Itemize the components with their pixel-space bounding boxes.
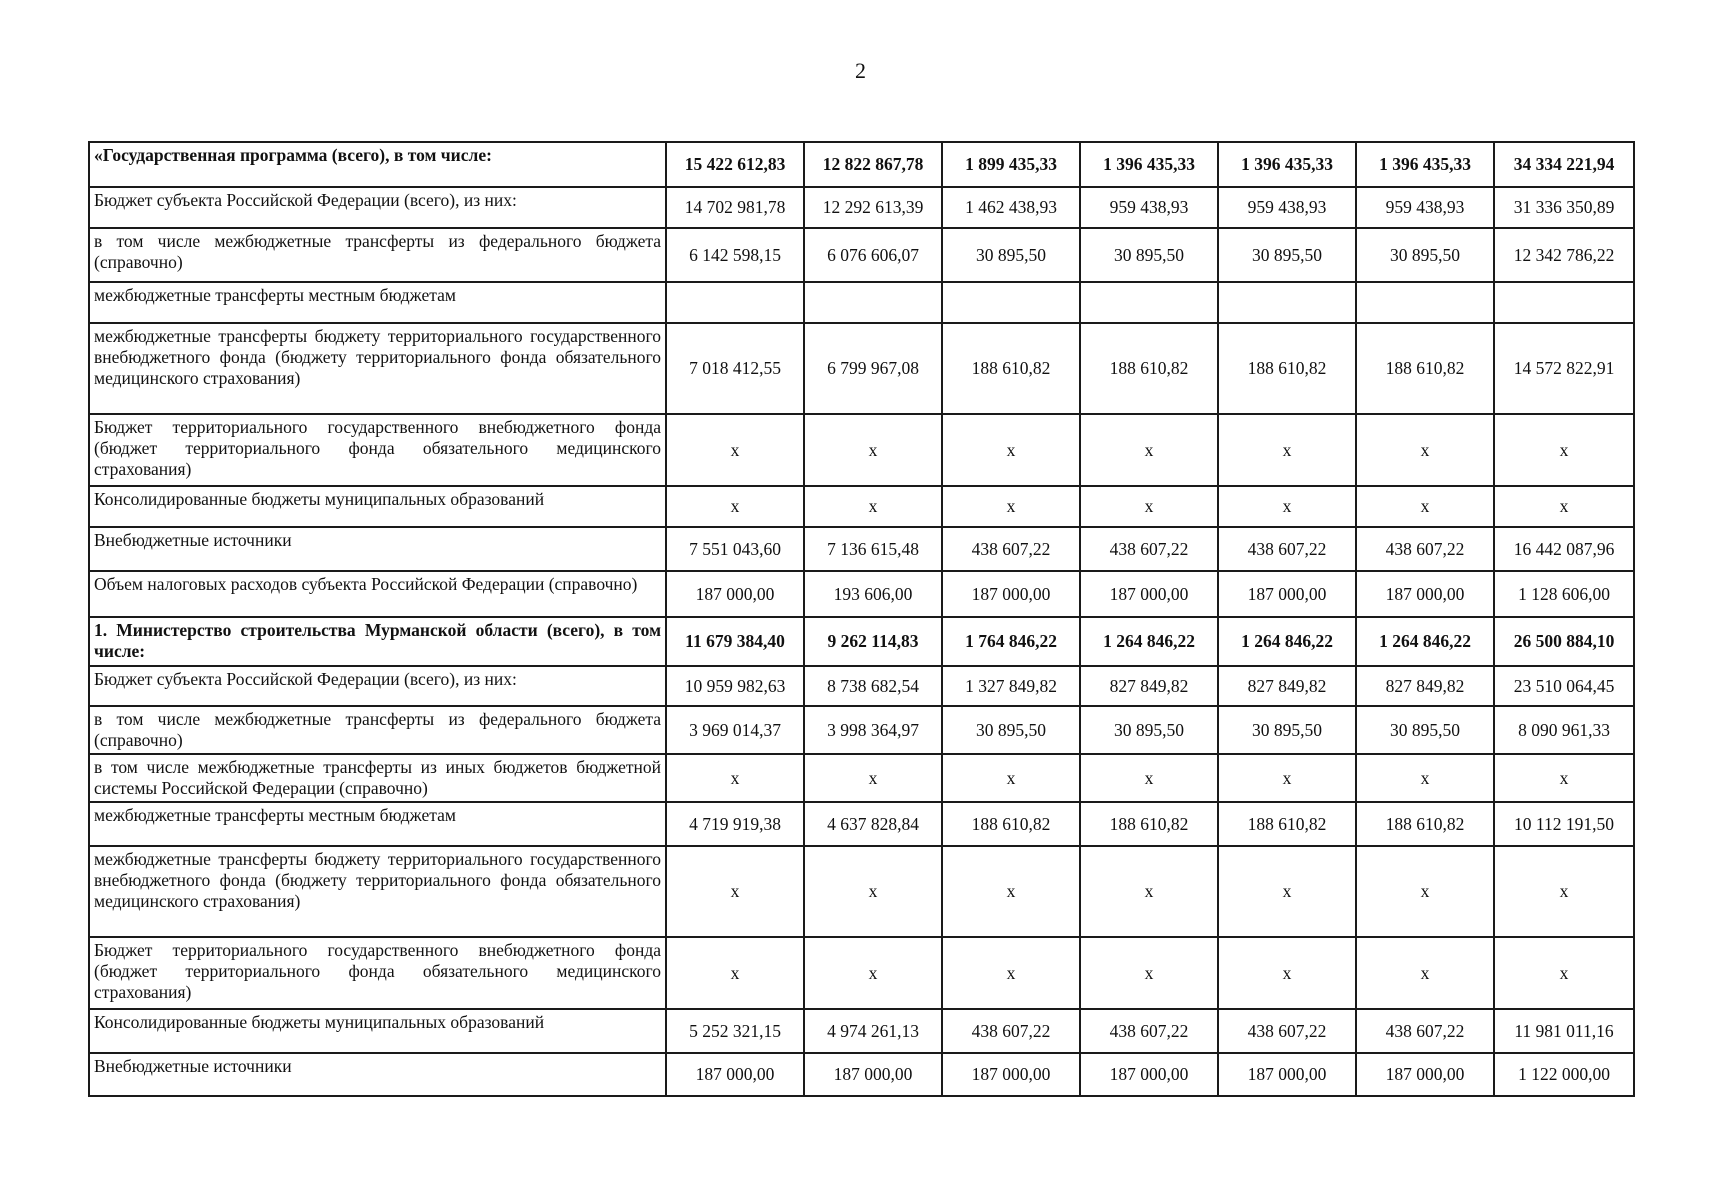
table-row [89,142,1634,187]
value-cell: х [1494,937,1634,1009]
row-label: Бюджет территориального государственного внебюджетного фонда (бюджет территориального фонда обязательного медицинского страхования) [89,937,666,1009]
value-cell [1080,282,1218,323]
table-row [89,937,1634,1009]
value-cell: 959 438,93 [1356,187,1494,228]
value-cell: 14 572 822,91 [1494,323,1634,414]
value-cell: 30 895,50 [942,706,1080,754]
value-cell: х [1218,754,1356,802]
value-cell: х [1356,937,1494,1009]
value-cell: 827 849,82 [1080,666,1218,706]
value-cell: 10 112 191,50 [1494,802,1634,846]
value-cell: 959 438,93 [1080,187,1218,228]
table-row [89,323,1634,414]
value-cell: х [1356,846,1494,937]
value-cell: 6 799 967,08 [804,323,942,414]
value-cell: 9 262 114,83 [804,617,942,666]
row-label: межбюджетные трансферты бюджету территориального государственного внебюджетного фонда (бюджету территориального фонда обязательного медицинского страхования) [89,323,666,414]
row-label: в том числе межбюджетные трансферты из федерального бюджета (справочно) [89,706,666,754]
value-cell: х [666,754,804,802]
value-cell: 15 422 612,83 [666,142,804,187]
value-cell: х [1356,754,1494,802]
value-cell: х [1218,486,1356,527]
value-cell [804,282,942,323]
value-cell: 12 292 613,39 [804,187,942,228]
value-cell: 438 607,22 [1080,527,1218,571]
value-cell: х [666,937,804,1009]
value-cell: 1 128 606,00 [1494,571,1634,617]
value-cell: 31 336 350,89 [1494,187,1634,228]
table-row [89,571,1634,617]
value-cell: 438 607,22 [1218,527,1356,571]
value-cell: 1 396 435,33 [1356,142,1494,187]
value-cell: х [942,754,1080,802]
value-cell: 4 974 261,13 [804,1009,942,1053]
value-cell: 1 396 435,33 [1218,142,1356,187]
value-cell: х [1356,414,1494,486]
row-label: Внебюджетные источники [89,1053,666,1096]
value-cell: х [1356,486,1494,527]
value-cell: 4 637 828,84 [804,802,942,846]
value-cell: 34 334 221,94 [1494,142,1634,187]
value-cell: х [1080,754,1218,802]
value-cell: 7 018 412,55 [666,323,804,414]
value-cell: 30 895,50 [1080,228,1218,282]
value-cell: х [1494,414,1634,486]
value-cell: х [1080,846,1218,937]
value-cell: 438 607,22 [942,1009,1080,1053]
value-cell: х [942,846,1080,937]
value-cell: 1 327 849,82 [942,666,1080,706]
value-cell: 30 895,50 [1080,706,1218,754]
value-cell: 959 438,93 [1218,187,1356,228]
value-cell: 187 000,00 [804,1053,942,1096]
value-cell: 30 895,50 [1218,228,1356,282]
value-cell: х [1080,937,1218,1009]
value-cell: 827 849,82 [1356,666,1494,706]
value-cell: 187 000,00 [666,571,804,617]
value-cell: 1 264 846,22 [1356,617,1494,666]
value-cell: 23 510 064,45 [1494,666,1634,706]
value-cell: х [804,486,942,527]
page-number: 2 [855,58,866,83]
table-row [89,1009,1634,1053]
table-row [89,846,1634,937]
table-row [89,228,1634,282]
value-cell [1218,282,1356,323]
value-cell: 187 000,00 [1080,571,1218,617]
row-label: в том числе межбюджетные трансферты из иных бюджетов бюджетной системы Российской Федерации (справочно) [89,754,666,802]
value-cell: 438 607,22 [942,527,1080,571]
value-cell: 187 000,00 [1218,571,1356,617]
value-cell: 187 000,00 [1218,1053,1356,1096]
value-cell: х [1218,846,1356,937]
table-row [89,187,1634,228]
value-cell: 188 610,82 [1080,323,1218,414]
value-cell: 30 895,50 [1218,706,1356,754]
value-cell: 188 610,82 [1218,323,1356,414]
value-cell: 1 122 000,00 [1494,1053,1634,1096]
value-cell: 188 610,82 [942,802,1080,846]
value-cell: х [1218,414,1356,486]
value-cell: 8 738 682,54 [804,666,942,706]
row-label: Консолидированные бюджеты муниципальных образований [89,486,666,527]
value-cell: х [804,754,942,802]
value-cell: 438 607,22 [1080,1009,1218,1053]
value-cell: 1 899 435,33 [942,142,1080,187]
table-row [89,527,1634,571]
value-cell: х [804,937,942,1009]
value-cell: 827 849,82 [1218,666,1356,706]
value-cell: 10 959 982,63 [666,666,804,706]
value-cell: 11 981 011,16 [1494,1009,1634,1053]
row-label: 1. Министерство строительства Мурманской области (всего), в том числе: [89,617,666,666]
value-cell: 1 264 846,22 [1080,617,1218,666]
value-cell: х [942,414,1080,486]
table-row [89,802,1634,846]
budget-table [88,141,1635,1097]
value-cell: х [1494,486,1634,527]
row-label: «Государственная программа (всего), в том числе: [89,142,666,187]
table-row [89,414,1634,486]
value-cell: 438 607,22 [1356,1009,1494,1053]
value-cell: 16 442 087,96 [1494,527,1634,571]
row-label: Бюджет территориального государственного внебюджетного фонда (бюджет территориального фонда обязательного медицинского страхования) [89,414,666,486]
value-cell: 6 076 606,07 [804,228,942,282]
value-cell [942,282,1080,323]
table-row [89,282,1634,323]
value-cell [1356,282,1494,323]
value-cell: х [804,846,942,937]
value-cell: 7 136 615,48 [804,527,942,571]
row-label: Внебюджетные источники [89,527,666,571]
row-label: межбюджетные трансферты местным бюджетам [89,282,666,323]
table-row [89,706,1634,754]
value-cell: 8 090 961,33 [1494,706,1634,754]
row-label: межбюджетные трансферты бюджету территориального государственного внебюджетного фонда (бюджету территориального фонда обязательного медицинского страхования) [89,846,666,937]
row-label: Бюджет субъекта Российской Федерации (всего), из них: [89,666,666,706]
value-cell: 3 969 014,37 [666,706,804,754]
value-cell: х [942,937,1080,1009]
value-cell: х [1494,754,1634,802]
value-cell: 6 142 598,15 [666,228,804,282]
value-cell [666,282,804,323]
table-row [89,754,1634,802]
value-cell: 30 895,50 [942,228,1080,282]
value-cell: 187 000,00 [942,1053,1080,1096]
value-cell: 14 702 981,78 [666,187,804,228]
table-row [89,1053,1634,1096]
value-cell: 187 000,00 [1080,1053,1218,1096]
value-cell: 7 551 043,60 [666,527,804,571]
value-cell: 188 610,82 [1356,323,1494,414]
value-cell: 11 679 384,40 [666,617,804,666]
value-cell: 187 000,00 [942,571,1080,617]
row-label: межбюджетные трансферты местным бюджетам [89,802,666,846]
value-cell: х [666,486,804,527]
table-row [89,617,1634,666]
value-cell: 438 607,22 [1356,527,1494,571]
row-label: Консолидированные бюджеты муниципальных образований [89,1009,666,1053]
value-cell: х [1494,846,1634,937]
value-cell: 4 719 919,38 [666,802,804,846]
value-cell: 188 610,82 [1356,802,1494,846]
row-label: Объем налоговых расходов субъекта Российской Федерации (справочно) [89,571,666,617]
value-cell: х [666,846,804,937]
value-cell: 3 998 364,97 [804,706,942,754]
value-cell: 12 822 867,78 [804,142,942,187]
value-cell: х [1218,937,1356,1009]
value-cell: 188 610,82 [942,323,1080,414]
value-cell: х [942,486,1080,527]
value-cell: 438 607,22 [1218,1009,1356,1053]
value-cell: 26 500 884,10 [1494,617,1634,666]
row-label: в том числе межбюджетные трансферты из федерального бюджета (справочно) [89,228,666,282]
table-row [89,486,1634,527]
value-cell: х [1080,414,1218,486]
value-cell: х [1080,486,1218,527]
value-cell: 1 264 846,22 [1218,617,1356,666]
value-cell: 5 252 321,15 [666,1009,804,1053]
table-row [89,666,1634,706]
value-cell: 187 000,00 [1356,1053,1494,1096]
value-cell: 187 000,00 [666,1053,804,1096]
value-cell: х [804,414,942,486]
value-cell: 188 610,82 [1218,802,1356,846]
value-cell: 12 342 786,22 [1494,228,1634,282]
value-cell: 1 764 846,22 [942,617,1080,666]
value-cell: 1 462 438,93 [942,187,1080,228]
value-cell: 1 396 435,33 [1080,142,1218,187]
value-cell: х [666,414,804,486]
value-cell: 193 606,00 [804,571,942,617]
value-cell [1494,282,1634,323]
value-cell: 30 895,50 [1356,706,1494,754]
value-cell: 30 895,50 [1356,228,1494,282]
value-cell: 188 610,82 [1080,802,1218,846]
value-cell: 187 000,00 [1356,571,1494,617]
row-label: Бюджет субъекта Российской Федерации (всего), из них: [89,187,666,228]
